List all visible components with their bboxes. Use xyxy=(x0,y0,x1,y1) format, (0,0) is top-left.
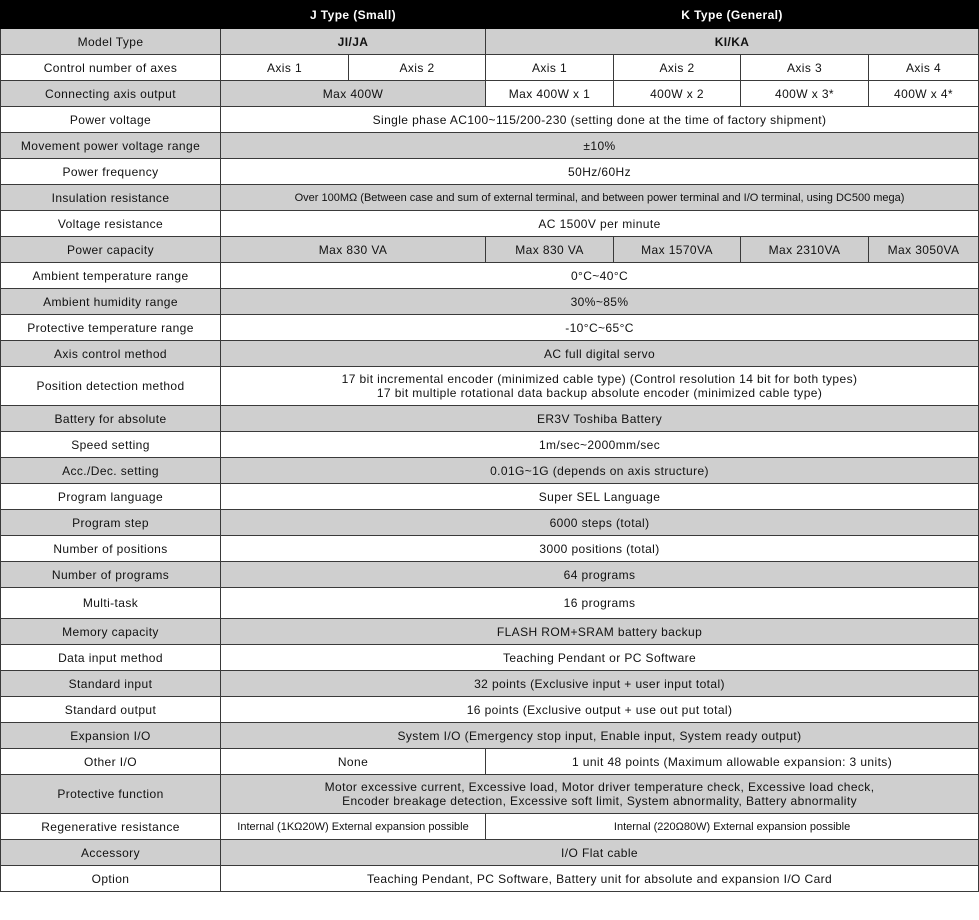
table-row xyxy=(1,237,979,263)
k-axis-output-1: Max 400W x 1 xyxy=(486,81,614,107)
row-label: Speed setting xyxy=(1,432,221,458)
k-power-capacity-2: Max 1570VA xyxy=(614,237,741,263)
standard-input-value: 32 points (Exclusive input + user input total) xyxy=(221,671,979,697)
table-row xyxy=(1,588,979,619)
row-label: Voltage resistance xyxy=(1,211,221,237)
k-axis-2: Axis 2 xyxy=(614,55,741,81)
table-row xyxy=(1,723,979,749)
option-value: Teaching Pendant, PC Software, Battery unit for absolute and expansion I/O Card xyxy=(221,866,979,892)
voltage-resistance-value: AC 1500V per minute xyxy=(221,211,979,237)
row-label: Number of programs xyxy=(1,562,221,588)
table-row xyxy=(1,484,979,510)
table-row xyxy=(1,211,979,237)
row-label: Data input method xyxy=(1,645,221,671)
table-row xyxy=(1,749,979,775)
row-label: Program language xyxy=(1,484,221,510)
accessory-value: I/O Flat cable xyxy=(221,840,979,866)
k-model: KI/KA xyxy=(486,29,979,55)
protective-function-line-2: Encoder breakage detection, Excessive soft limit, System abnormality, Battery abnormality xyxy=(342,794,857,808)
header-j-type: J Type (Small) xyxy=(221,1,486,29)
row-label: Protective temperature range xyxy=(1,315,221,341)
row-label: Model Type xyxy=(1,29,221,55)
power-frequency-value: 50Hz/60Hz xyxy=(221,159,979,185)
table-row xyxy=(1,367,979,406)
table-row xyxy=(1,432,979,458)
k-power-capacity-4: Max 3050VA xyxy=(869,237,979,263)
table-row xyxy=(1,645,979,671)
number-positions-value: 3000 positions (total) xyxy=(221,536,979,562)
row-label: Control number of axes xyxy=(1,55,221,81)
table-row xyxy=(1,185,979,211)
axis-control-method-value: AC full digital servo xyxy=(221,341,979,367)
row-label: Other I/O xyxy=(1,749,221,775)
row-label: Ambient humidity range xyxy=(1,289,221,315)
row-label: Position detection method xyxy=(1,367,221,406)
table-header xyxy=(1,1,979,29)
k-axis-output-2: 400W x 2 xyxy=(614,81,741,107)
standard-output-value: 16 points (Exclusive output + use out put total) xyxy=(221,697,979,723)
header-k-type: K Type (General) xyxy=(486,1,979,29)
expansion-io-value: System I/O (Emergency stop input, Enable input, System ready output) xyxy=(221,723,979,749)
program-step-value: 6000 steps (total) xyxy=(221,510,979,536)
table-row xyxy=(1,29,979,55)
j-other-io: None xyxy=(221,749,486,775)
k-axis-output-4: 400W x 4* xyxy=(869,81,979,107)
k-power-capacity-3: Max 2310VA xyxy=(741,237,869,263)
protective-function-line-1: Motor excessive current, Excessive load, Motor driver temperature check, Excessive load check, xyxy=(324,780,875,794)
k-axis-output-3: 400W x 3* xyxy=(741,81,869,107)
power-voltage-value: Single phase AC100~115/200-230 (setting done at the time of factory shipment) xyxy=(221,107,979,133)
k-regenerative-resistance: Internal (220Ω80W) External expansion possible xyxy=(486,814,979,840)
j-regenerative-resistance: Internal (1KΩ20W) External expansion possible xyxy=(221,814,486,840)
battery-absolute-value: ER3V Toshiba Battery xyxy=(221,406,979,432)
table-row xyxy=(1,289,979,315)
data-input-method-value: Teaching Pendant or PC Software xyxy=(221,645,979,671)
row-label: Power capacity xyxy=(1,237,221,263)
row-label: Memory capacity xyxy=(1,619,221,645)
j-axis-2: Axis 2 xyxy=(349,55,486,81)
row-label: Acc./Dec. setting xyxy=(1,458,221,484)
row-label: Regenerative resistance xyxy=(1,814,221,840)
row-label: Movement power voltage range xyxy=(1,133,221,159)
k-axis-4: Axis 4 xyxy=(869,55,979,81)
table-row xyxy=(1,866,979,892)
j-model: JI/JA xyxy=(221,29,486,55)
table-row xyxy=(1,55,979,81)
table-row xyxy=(1,536,979,562)
table-row xyxy=(1,775,979,814)
table-row xyxy=(1,341,979,367)
row-label: Protective function xyxy=(1,775,221,814)
position-detection-value xyxy=(221,367,979,406)
j-axis-1: Axis 1 xyxy=(221,55,349,81)
table-row xyxy=(1,458,979,484)
k-other-io: 1 unit 48 points (Maximum allowable expansion: 3 units) xyxy=(486,749,979,775)
k-axis-1: Axis 1 xyxy=(486,55,614,81)
row-label: Power voltage xyxy=(1,107,221,133)
multi-task-value: 16 programs xyxy=(221,588,979,619)
row-label: Ambient temperature range xyxy=(1,263,221,289)
insulation-resistance-value: Over 100MΩ (Between case and sum of external terminal, and between power terminal and I/O terminal, using DC500 mega) xyxy=(221,185,979,211)
row-label: Power frequency xyxy=(1,159,221,185)
table-row xyxy=(1,406,979,432)
ambient-temperature-value: 0°C~40°C xyxy=(221,263,979,289)
table-row xyxy=(1,562,979,588)
row-label: Connecting axis output xyxy=(1,81,221,107)
j-axis-output: Max 400W xyxy=(221,81,486,107)
acc-dec-setting-value: 0.01G~1G (depends on axis structure) xyxy=(221,458,979,484)
table-row xyxy=(1,133,979,159)
table-row xyxy=(1,107,979,133)
row-label: Program step xyxy=(1,510,221,536)
table-row xyxy=(1,840,979,866)
row-label: Standard output xyxy=(1,697,221,723)
table-row xyxy=(1,671,979,697)
table-row xyxy=(1,315,979,341)
table-row xyxy=(1,81,979,107)
row-label: Battery for absolute xyxy=(1,406,221,432)
table-row xyxy=(1,619,979,645)
movement-voltage-value: ±10% xyxy=(221,133,979,159)
j-power-capacity: Max 830 VA xyxy=(221,237,486,263)
table-row xyxy=(1,814,979,840)
header-blank xyxy=(1,1,221,29)
k-power-capacity-1: Max 830 VA xyxy=(486,237,614,263)
row-label: Accessory xyxy=(1,840,221,866)
row-label: Axis control method xyxy=(1,341,221,367)
memory-capacity-value: FLASH ROM+SRAM battery backup xyxy=(221,619,979,645)
speed-setting-value: 1m/sec~2000mm/sec xyxy=(221,432,979,458)
table-row xyxy=(1,159,979,185)
row-label: Option xyxy=(1,866,221,892)
table-row xyxy=(1,263,979,289)
table-row xyxy=(1,510,979,536)
row-label: Expansion I/O xyxy=(1,723,221,749)
position-detection-line-1: 17 bit incremental encoder (minimized cable type) (Control resolution 14 bit for both types) xyxy=(341,372,858,386)
k-axis-3: Axis 3 xyxy=(741,55,869,81)
row-label: Standard input xyxy=(1,671,221,697)
table-row xyxy=(1,697,979,723)
protective-temperature-value: -10°C~65°C xyxy=(221,315,979,341)
row-label: Insulation resistance xyxy=(1,185,221,211)
number-programs-value: 64 programs xyxy=(221,562,979,588)
row-label: Multi-task xyxy=(1,588,221,619)
position-detection-line-2: 17 bit multiple rotational data backup absolute encoder (minimized cable type) xyxy=(376,386,823,400)
program-language-value: Super SEL Language xyxy=(221,484,979,510)
protective-function-value xyxy=(221,775,979,814)
ambient-humidity-value: 30%~85% xyxy=(221,289,979,315)
row-label: Number of positions xyxy=(1,536,221,562)
